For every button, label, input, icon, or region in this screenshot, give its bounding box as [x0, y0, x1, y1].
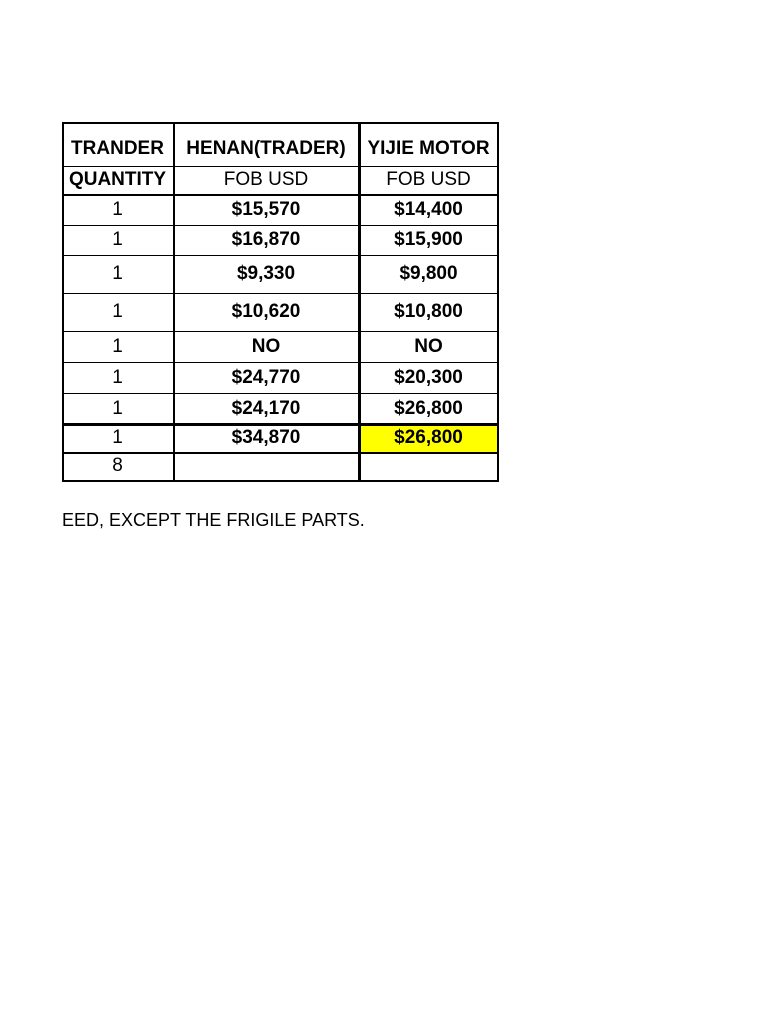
table-row-qty: 1 — [112, 397, 123, 419]
table-border — [62, 331, 499, 332]
table-row-yijie-price: $20,300 — [394, 366, 463, 388]
table-border — [62, 480, 499, 482]
table-row-henan-price: NO — [251, 335, 281, 357]
total-quantity: 8 — [112, 455, 123, 476]
table-border — [62, 452, 499, 454]
table-row-henan-price: $24,170 — [231, 397, 301, 419]
table-row-yijie-price: $9,800 — [399, 263, 458, 284]
table-row-qty: 1 — [112, 427, 123, 448]
table-border — [62, 122, 64, 482]
table-border — [358, 122, 361, 482]
table-border — [62, 166, 499, 167]
table-border — [62, 293, 499, 294]
header-henan: HENAN(TRADER) — [186, 138, 346, 159]
table-border — [62, 362, 499, 363]
table-row-henan-price: $16,870 — [231, 229, 301, 250]
table-row-qty: 1 — [112, 366, 123, 388]
table-border — [62, 255, 499, 256]
header-henan-currency: FOB USD — [223, 169, 309, 190]
table-row-henan-price: $9,330 — [236, 263, 296, 284]
table-row-henan-price: $15,570 — [231, 198, 301, 220]
table-border — [62, 423, 499, 426]
footnote-text: EED, EXCEPT THE FRIGILE PARTS. — [62, 510, 365, 530]
table-border — [173, 122, 175, 482]
table-border — [62, 225, 499, 226]
table-row-qty: 1 — [112, 263, 123, 284]
table-row-henan-price: $34,870 — [231, 427, 301, 448]
header-yijie: YIJIE MOTOR — [367, 138, 490, 159]
highlighted-yijie-price: $26,800 — [359, 424, 498, 452]
table-row-yijie-price: $10,800 — [394, 301, 463, 322]
table-row-qty: 1 — [112, 335, 123, 357]
table-row-yijie-price: $26,800 — [394, 397, 463, 419]
table-border — [62, 122, 499, 124]
table-row-yijie-price: $14,400 — [394, 198, 463, 220]
header-yijie-currency: FOB USD — [386, 169, 471, 190]
total-henan — [173, 452, 359, 480]
table-border — [497, 122, 499, 482]
table-border — [62, 393, 499, 394]
table-border — [62, 194, 499, 196]
table-row-qty: 1 — [112, 301, 123, 322]
table-row-qty: 1 — [112, 198, 123, 220]
total-yijie — [359, 452, 498, 480]
table-row-henan-price: $24,770 — [231, 366, 301, 388]
table-row-yijie-price: $15,900 — [394, 229, 463, 250]
table-row-henan-price: $10,620 — [231, 301, 301, 322]
header-trander: TRANDER — [71, 138, 164, 159]
table-row-qty: 1 — [112, 229, 123, 250]
header-quantity: QUANTITY — [68, 169, 167, 190]
table-row-yijie-price: NO — [414, 335, 443, 357]
